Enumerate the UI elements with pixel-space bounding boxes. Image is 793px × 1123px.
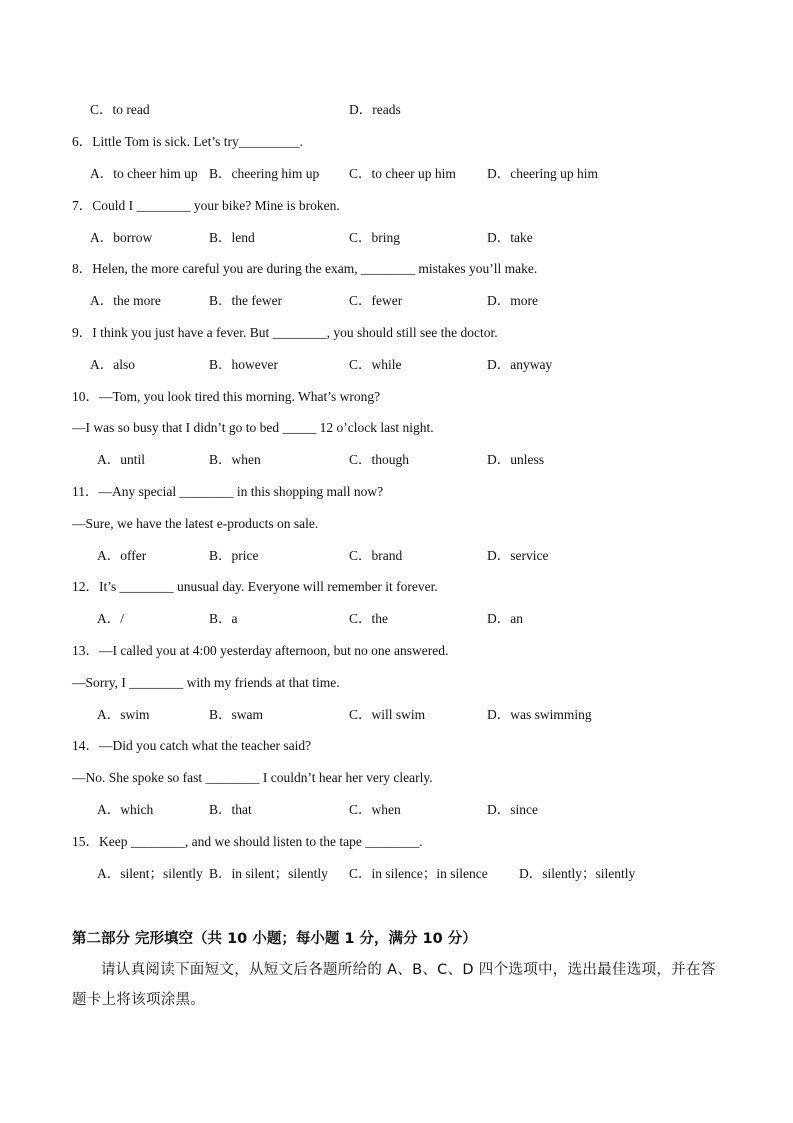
- option-b: B．the fewer: [209, 293, 283, 308]
- dialogue-reply: —I was so busy that I didn’t go to bed _____ 12 o’clock last night.: [72, 420, 434, 435]
- q10-options: [0, 450, 793, 470]
- option-d: D．since: [487, 802, 538, 817]
- option-c: C．to read: [90, 102, 150, 117]
- question-stem: 14．—Did you catch what the teacher said?: [72, 738, 312, 753]
- option-b: B．swam: [209, 707, 263, 722]
- option-a: A．offer: [97, 548, 147, 563]
- option-a: A．until: [97, 452, 146, 467]
- q8-options: [0, 291, 793, 311]
- dialogue-reply: —Sure, we have the latest e-products on sale.: [72, 516, 319, 531]
- option-a: A．to cheer him up: [90, 166, 198, 181]
- option-c: C．brand: [349, 548, 403, 563]
- question-stem: 9．I think you just have a fever. But ________, you should still see the doctor.: [72, 325, 498, 340]
- question-11: [0, 482, 793, 502]
- question-9: [0, 323, 793, 343]
- question-stem: 8．Helen, the more careful you are during the exam, ________ mistakes you’ll make.: [72, 261, 538, 276]
- option-d: D．more: [487, 293, 538, 308]
- question-6: [0, 132, 793, 152]
- option-d: D．take: [487, 230, 533, 245]
- question-11-reply: [0, 514, 793, 534]
- question-14-reply: [0, 768, 793, 788]
- option-b: B．in silent；silently: [209, 866, 328, 881]
- question-8: [0, 259, 793, 279]
- option-a: A．/: [97, 611, 124, 626]
- q6-options: [0, 164, 793, 184]
- q13-options: [0, 705, 793, 725]
- option-d: D．silently；silently: [519, 866, 636, 881]
- q7-options: [0, 228, 793, 248]
- option-a: A．swim: [97, 707, 150, 722]
- option-a: A．silent；silently: [97, 866, 203, 881]
- question-13: [0, 641, 793, 661]
- option-b: B．cheering him up: [209, 166, 320, 181]
- section-instruction: 请认真阅读下面短文，从短文后各题所给的 A、B、C、D 四个选项中，选出最佳选项，并在答题卡上将该项涂黑。: [72, 962, 716, 1008]
- q5-options: [0, 100, 793, 120]
- question-stem: 7．Could I ________ your bike? Mine is broken.: [72, 198, 340, 213]
- question-10-reply: [0, 418, 793, 438]
- option-c: C．in silence；in silence: [349, 866, 488, 881]
- option-c: C．when: [349, 802, 401, 817]
- option-c: C．the: [349, 611, 388, 626]
- option-d: D．reads: [349, 102, 401, 117]
- option-d: D．unless: [487, 452, 544, 467]
- option-c: C．will swim: [349, 707, 426, 722]
- option-d: D．cheering up him: [487, 166, 598, 181]
- option-c: C．to cheer up him: [349, 166, 456, 181]
- section-heading: 第二部分 完形填空（共 10 小题；每小题 1 分，满分 10 分）: [72, 931, 477, 947]
- question-stem: 11．—Any special ________ in this shopping mall now?: [72, 484, 384, 499]
- option-d: D．anyway: [487, 357, 553, 372]
- option-b: B．that: [209, 802, 252, 817]
- question-stem: 13．—I called you at 4:00 yesterday afternoon, but no one answered.: [72, 643, 449, 658]
- option-b: B．price: [209, 548, 259, 563]
- option-c: C．though: [349, 452, 410, 467]
- question-14: [0, 736, 793, 756]
- option-c: C．fewer: [349, 293, 403, 308]
- option-a: A．also: [90, 357, 135, 372]
- option-a: A．borrow: [90, 230, 153, 245]
- question-stem: 6．Little Tom is sick. Let’s try_________.: [72, 134, 303, 149]
- option-b: B．when: [209, 452, 261, 467]
- dialogue-reply: —Sorry, I ________ with my friends at that time.: [72, 675, 340, 690]
- option-d: D．service: [487, 548, 549, 563]
- q9-options: [0, 355, 793, 375]
- question-stem: 10．—Tom, you look tired this morning. What’s wrong?: [72, 389, 381, 404]
- q11-options: [0, 546, 793, 566]
- dialogue-reply: —No. She spoke so fast ________ I couldn’t hear her very clearly.: [72, 770, 433, 785]
- question-stem: 15．Keep ________, and we should listen to the tape ________.: [72, 834, 423, 849]
- option-c: C．bring: [349, 230, 401, 245]
- option-a: A．the more: [90, 293, 161, 308]
- option-d: D．an: [487, 611, 523, 626]
- q12-options: [0, 609, 793, 629]
- question-13-reply: [0, 673, 793, 693]
- q14-options: [0, 800, 793, 820]
- question-12: [0, 577, 793, 597]
- option-a: A．which: [97, 802, 154, 817]
- question-stem: 12．It’s ________ unusual day. Everyone will remember it forever.: [72, 579, 438, 594]
- option-b: B．a: [209, 611, 238, 626]
- option-b: B．however: [209, 357, 278, 372]
- question-10: [0, 387, 793, 407]
- option-d: D．was swimming: [487, 707, 592, 722]
- question-15: [0, 832, 793, 852]
- option-c: C．while: [349, 357, 402, 372]
- question-7: [0, 196, 793, 216]
- q15-options: [0, 864, 793, 884]
- option-b: B．lend: [209, 230, 255, 245]
